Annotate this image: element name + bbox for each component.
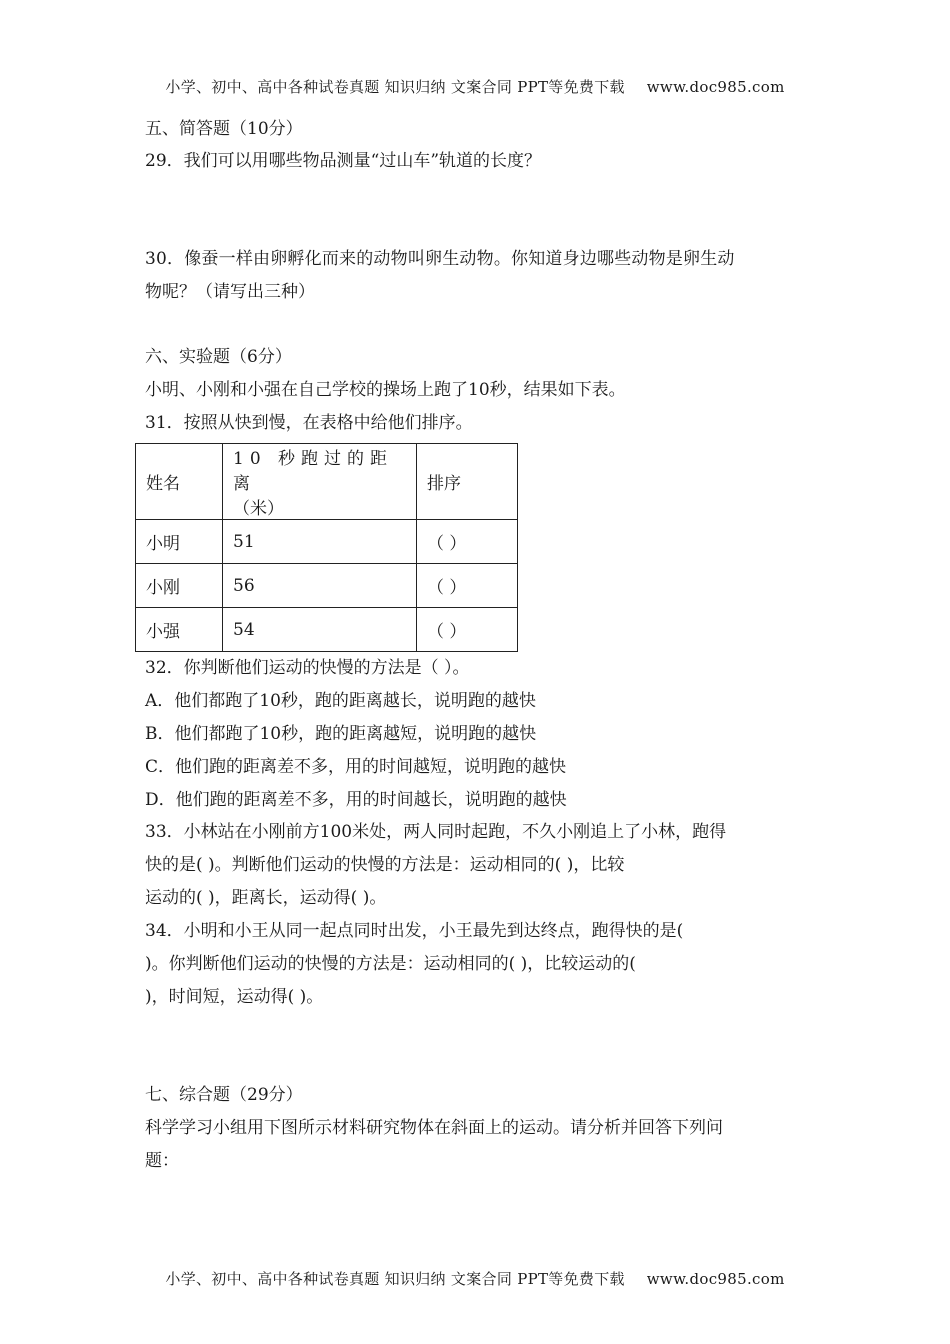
cell-distance: 54: [223, 608, 417, 652]
question-30-line-2: 物呢？（请写出三种）: [145, 282, 315, 302]
header-distance: [223, 444, 417, 520]
header-distance-line-2: （米）: [233, 499, 284, 519]
section-7-title: 七、综合题（29分）: [145, 1085, 303, 1105]
header-name: 姓名: [136, 444, 223, 520]
table-row: [136, 520, 518, 564]
cell-distance: 51: [223, 520, 417, 564]
header-distance-line-1: 10 秒跑过的距离: [233, 449, 394, 494]
question-33-line-1: 33．小林站在小刚前方100米处，两人同时起跑，不久小刚追上了小林，跑得: [145, 822, 727, 842]
question-32: 32．你判断他们运动的快慢的方法是（ ）。: [145, 658, 470, 678]
option-c: C．他们跑的距离差不多，用的时间越短，说明跑的越快: [145, 757, 567, 777]
question-33-line-3: 运动的( )，距离长，运动得( )。: [145, 888, 387, 908]
table-row: [136, 608, 518, 652]
section-6-intro: 小明、小刚和小强在自己学校的操场上跑了10秒，结果如下表。: [145, 380, 626, 400]
question-30-line-1: 30．像蚕一样由卵孵化而来的动物叫卵生动物。你知道身边哪些动物是卵生动: [145, 249, 735, 269]
section-7-intro-line-1: 科学学习小组用下图所示材料研究物体在斜面上的运动。请分析并回答下列问: [145, 1118, 723, 1138]
footer-text: 小学、初中、高中各种试卷真题 知识归纳 文案合同 PPT等免费下载: [165, 1270, 625, 1288]
question-34-line-1: 34．小明和小王从同一起点同时出发，小王最先到达终点，跑得快的是(: [145, 921, 684, 941]
page-header: [0, 76, 950, 97]
header-rank: 排序: [417, 444, 518, 520]
footer-url: www.doc985.com: [646, 1270, 785, 1288]
cell-name: 小强: [136, 608, 223, 652]
cell-rank-blank[interactable]: （ ）: [417, 564, 518, 608]
table-row: [136, 564, 518, 608]
section-5-title: 五、简答题（10分）: [145, 119, 303, 139]
cell-distance: 56: [223, 564, 417, 608]
question-33-line-2: 快的是( )。判断他们运动的快慢的方法是：运动相同的( )，比较: [145, 855, 625, 875]
question-29: 29．我们可以用哪些物品测量“过山车”轨道的长度？: [145, 151, 542, 171]
cell-rank-blank[interactable]: （ ）: [417, 520, 518, 564]
question-34-line-3: )，时间短，运动得( )。: [145, 987, 324, 1007]
option-d: D．他们跑的距离差不多，用的时间越长，说明跑的越快: [145, 790, 567, 810]
cell-name: 小明: [136, 520, 223, 564]
section-6-title: 六、实验题（6分）: [145, 347, 292, 367]
section-7-intro-line-2: 题：: [145, 1151, 179, 1171]
question-34-line-2: )。你判断他们运动的快慢的方法是：运动相同的( )，比较运动的(: [145, 954, 636, 974]
header-text: 小学、初中、高中各种试卷真题 知识归纳 文案合同 PPT等免费下载: [165, 78, 625, 96]
cell-name: 小刚: [136, 564, 223, 608]
option-a: A．他们都跑了10秒，跑的距离越长，说明跑的越快: [145, 691, 536, 711]
cell-rank-blank[interactable]: （ ）: [417, 608, 518, 652]
page-footer: [0, 1268, 950, 1289]
ranking-table: [135, 443, 518, 652]
table-header-row: [136, 444, 518, 520]
question-31: 31．按照从快到慢，在表格中给他们排序。: [145, 413, 473, 433]
header-url: www.doc985.com: [646, 78, 785, 96]
option-b: B．他们都跑了10秒，跑的距离越短，说明跑的越快: [145, 724, 537, 744]
